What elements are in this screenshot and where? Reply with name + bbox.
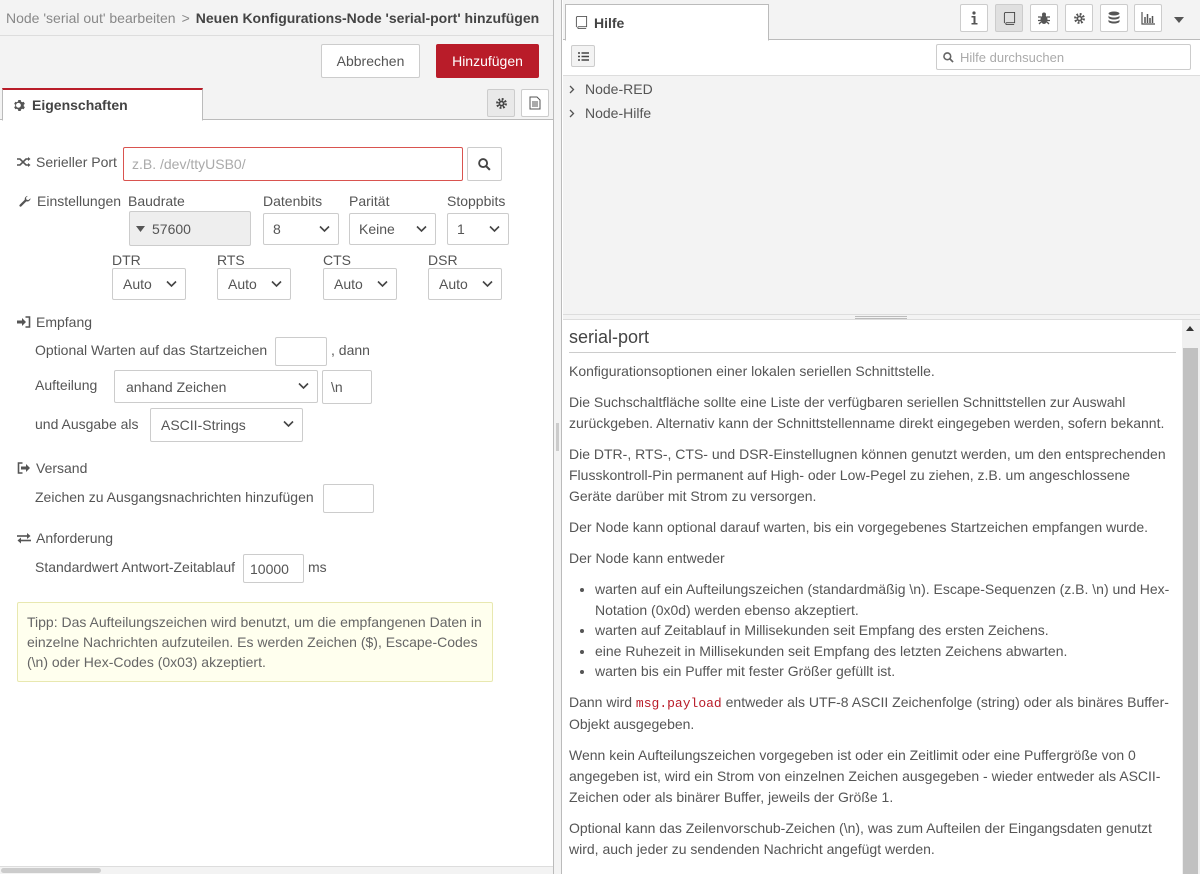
tree-item-label: Node-Hilfe xyxy=(585,105,652,121)
output-label: und Ausgabe als xyxy=(35,416,139,432)
serial-port-input[interactable]: z.B. /dev/ttyUSB0/ xyxy=(123,147,463,181)
sidebar xyxy=(563,0,1200,874)
exchange-icon xyxy=(17,532,31,544)
stopbits-select[interactable] xyxy=(447,213,509,245)
dashboard-tab-button[interactable] xyxy=(1134,4,1162,32)
chevron-down-icon xyxy=(166,280,177,288)
gear-icon xyxy=(495,97,508,110)
serial-port-search-button[interactable] xyxy=(467,147,502,181)
debug-tab-button[interactable] xyxy=(1030,4,1058,32)
tab-help-label: Hilfe xyxy=(594,14,625,31)
shuffle-icon xyxy=(17,156,31,168)
parity-label: Parität xyxy=(349,193,390,209)
list-icon xyxy=(578,52,589,61)
chevron-down-icon xyxy=(283,420,294,428)
receive-section xyxy=(17,314,92,330)
list-item: • eine Ruhezeit in Millisekunden seit Empfang des letzten Zeichens abwarten. xyxy=(595,641,1176,662)
settings-label: Einstellungen xyxy=(19,193,121,209)
breadcrumb-parent[interactable]: Node 'serial out' bearbeiten xyxy=(6,10,176,26)
config-tab-button[interactable] xyxy=(1065,4,1093,32)
gear-icon xyxy=(1073,12,1086,25)
database-icon xyxy=(1108,11,1120,25)
help-scrollbar[interactable] xyxy=(1182,320,1200,874)
help-title: serial-port xyxy=(569,320,1176,353)
chevron-down-icon xyxy=(482,280,493,288)
wait-start-label: Optional Warten auf das Startzeichen xyxy=(35,342,268,358)
sign-in-icon xyxy=(17,316,31,328)
timeout-input[interactable]: 10000 xyxy=(243,554,304,583)
book-icon xyxy=(575,16,588,29)
cts-label: CTS xyxy=(323,252,351,268)
list-item: • warten auf Zeitablauf in Millisekunden seit Empfang des ersten Zeichens. xyxy=(595,620,1176,641)
help-tab-button[interactable] xyxy=(995,4,1023,32)
search-icon xyxy=(478,158,491,171)
chevron-down-icon xyxy=(377,280,388,288)
add-chars-input[interactable] xyxy=(323,484,374,513)
breadcrumb-separator: > xyxy=(181,10,190,26)
list-item: • warten auf ein Aufteilungszeichen (standardmäßig \n). Escape-Sequenzen (z.B. \n) und Hex-Notation (0x0d) werden ebenso akzeptiert. xyxy=(595,579,1176,620)
tree-item-node-help[interactable] xyxy=(569,105,651,121)
split-char-input[interactable]: \n xyxy=(322,370,372,404)
horizontal-scrollbar[interactable] xyxy=(0,866,553,874)
add-button[interactable]: Hinzufügen xyxy=(436,44,539,78)
send-label: Versand xyxy=(17,460,87,476)
stopbits-value: 1 xyxy=(457,221,465,237)
chevron-down-icon xyxy=(298,382,309,390)
tip-box: Tipp: Das Aufteilungszeichen wird benutzt, um die empfangenen Daten in einzelne Nachrichten aufzuteilen. Es werden Zeichen ($), Escape-Codes (\n) oder Hex-Codes (0x03) akzeptiert. xyxy=(17,602,493,682)
timeout-label: Standardwert Antwort-Zeitablauf xyxy=(35,559,235,575)
databits-value: 8 xyxy=(273,221,281,237)
scroll-up-arrow-icon[interactable] xyxy=(1186,326,1194,331)
dsr-select[interactable] xyxy=(428,268,502,300)
help-paragraph xyxy=(569,692,1176,735)
toc-toggle-button[interactable] xyxy=(571,45,595,67)
parity-value: Keine xyxy=(359,221,395,237)
dsr-value: Auto xyxy=(439,276,468,292)
serial-port-label: Serieller Port xyxy=(17,154,117,170)
chevron-down-icon xyxy=(319,225,330,233)
breadcrumb-current: Neuen Konfigurations-Node 'serial-port' hinzufügen xyxy=(195,10,540,26)
help-toolbar xyxy=(563,41,1200,76)
dsr-label: DSR xyxy=(428,252,458,268)
dtr-value: Auto xyxy=(123,276,152,292)
tab-properties[interactable] xyxy=(2,88,203,121)
properties-form xyxy=(0,121,553,867)
edit-tray xyxy=(0,0,554,874)
split-select[interactable] xyxy=(114,370,318,403)
help-content xyxy=(563,320,1182,874)
sign-out-icon xyxy=(17,462,31,474)
chart-icon xyxy=(1141,12,1155,25)
wrench-icon xyxy=(19,195,32,208)
sidebar-menu-button[interactable] xyxy=(1169,10,1189,30)
scrollbar-thumb[interactable] xyxy=(1183,348,1198,874)
rts-label: RTS xyxy=(217,252,245,268)
help-paragraph: Konfigurationsoptionen einer lokalen seriellen Schnittstelle. xyxy=(569,363,935,379)
tree-item-node-red[interactable] xyxy=(569,81,653,97)
cancel-button[interactable]: Abbrechen xyxy=(321,44,420,78)
chevron-down-icon xyxy=(416,225,427,233)
panel-splitter[interactable] xyxy=(554,0,562,874)
serial-port-row xyxy=(17,154,117,170)
tray-tabs xyxy=(0,86,553,120)
info-icon xyxy=(970,11,978,25)
chevron-down-icon xyxy=(489,225,500,233)
help-paragraph: Wenn kein Aufteilungszeichen vorgegeben ist oder ein Zeitlimit oder eine Puffergröße von 0 angegeben ist, wird ein Strom von einzelnen Zeichen ausgegeben - wieder entweder als ASCII-Zeichen oder als binärer Buffer, jeweils der Größe 1. xyxy=(569,746,1161,805)
context-tab-button[interactable] xyxy=(1100,4,1128,32)
help-toc-tree xyxy=(563,76,1200,314)
caret-down-icon xyxy=(136,226,145,232)
sidebar-tabs xyxy=(563,0,1200,40)
start-char-input[interactable] xyxy=(275,337,327,366)
chevron-right-icon xyxy=(569,85,575,94)
tab-help[interactable] xyxy=(565,4,769,41)
help-list xyxy=(569,579,1176,682)
dtr-select[interactable] xyxy=(112,268,186,300)
split-label: Aufteilung xyxy=(35,377,98,393)
cts-value: Auto xyxy=(334,276,363,292)
baudrate-value: 57600 xyxy=(152,220,191,237)
receive-label: Empfang xyxy=(17,314,92,330)
stopbits-label: Stoppbits xyxy=(447,193,506,209)
settings-row xyxy=(19,193,121,209)
tray-toolbar xyxy=(0,36,553,86)
chevron-down-icon xyxy=(271,280,282,288)
tab-properties-label: Eigenschaften xyxy=(32,97,128,113)
request-section xyxy=(17,530,113,546)
wait-start-suffix: , dann xyxy=(331,342,370,358)
document-icon xyxy=(529,96,541,110)
request-label: Anforderung xyxy=(17,530,113,546)
description-tab-button[interactable] xyxy=(521,89,549,117)
dtr-label: DTR xyxy=(112,252,141,268)
help-search-placeholder: Hilfe durchsuchen xyxy=(960,49,1065,65)
settings-tab-button[interactable] xyxy=(487,89,515,117)
info-tab-button[interactable] xyxy=(960,4,988,32)
list-item: • warten bis ein Puffer mit fester Größer gefüllt ist. xyxy=(595,661,1176,682)
splitter-handle[interactable] xyxy=(556,423,559,451)
gear-icon xyxy=(13,99,26,112)
split-value: anhand Zeichen xyxy=(126,378,227,395)
baudrate-input[interactable] xyxy=(129,211,251,246)
timeout-unit: ms xyxy=(308,559,327,575)
add-chars-label: Zeichen zu Ausgangsnachrichten hinzufügen xyxy=(35,489,314,505)
help-search-input[interactable] xyxy=(936,44,1191,70)
help-paragraph: Der Node kann entweder xyxy=(569,550,725,566)
output-select[interactable] xyxy=(150,408,303,442)
help-paragraph: Die Suchschaltfläche sollte eine Liste der verfügbaren seriellen Schnittstellen zur Auswahl zurückgeben. Alternativ kann der Schnittstellenname direkt eingegeben werden, sofern bekannt. xyxy=(569,394,1165,431)
divider-handle[interactable] xyxy=(855,316,907,319)
tray-breadcrumb xyxy=(0,0,553,36)
book-icon xyxy=(1003,12,1016,25)
caret-down-icon xyxy=(1174,17,1184,23)
scrollbar-thumb[interactable] xyxy=(1,868,101,873)
help-paragraph: Der Node kann optional darauf warten, bis ein vorgegebenes Startzeichen empfangen wurde. xyxy=(569,519,1149,535)
cts-select[interactable] xyxy=(323,268,397,300)
output-value: ASCII-Strings xyxy=(161,417,246,433)
search-icon xyxy=(943,52,954,63)
parity-select[interactable] xyxy=(349,213,436,245)
help-text: entweder als UTF-8 ASCII Zeichenfolge (string) oder als binäres Buffer-Objekt ausgegeben. xyxy=(569,693,1169,732)
send-section xyxy=(17,460,87,476)
help-paragraph: Die DTR-, RTS-, CTS- und DSR-Einstellugnen können genutzt werden, um den entsprechenden Flusskontroll-Pin permanent auf High- oder Low-Pegel zu ziehen, z.B. um angeschlossene Geräte darüber mit Strom zu versorgen. xyxy=(569,446,1166,504)
databits-select[interactable] xyxy=(263,213,339,245)
baudrate-label: Baudrate xyxy=(128,193,185,209)
chevron-right-icon xyxy=(569,109,575,118)
rts-select[interactable] xyxy=(217,268,291,300)
databits-label: Datenbits xyxy=(263,193,323,209)
tree-item-label: Node-RED xyxy=(585,81,653,97)
rts-value: Auto xyxy=(228,276,257,292)
bug-icon xyxy=(1037,11,1051,25)
help-code: msg.payload xyxy=(635,695,722,711)
help-text: Dann wird xyxy=(569,693,636,710)
help-paragraph: Optional kann das Zeilenvorschub-Zeichen (\n), was zum Aufteilen der Eingangsdaten genutzt wird, auch jeder zu sendenden Nachricht angefügt werden. xyxy=(569,819,1152,857)
